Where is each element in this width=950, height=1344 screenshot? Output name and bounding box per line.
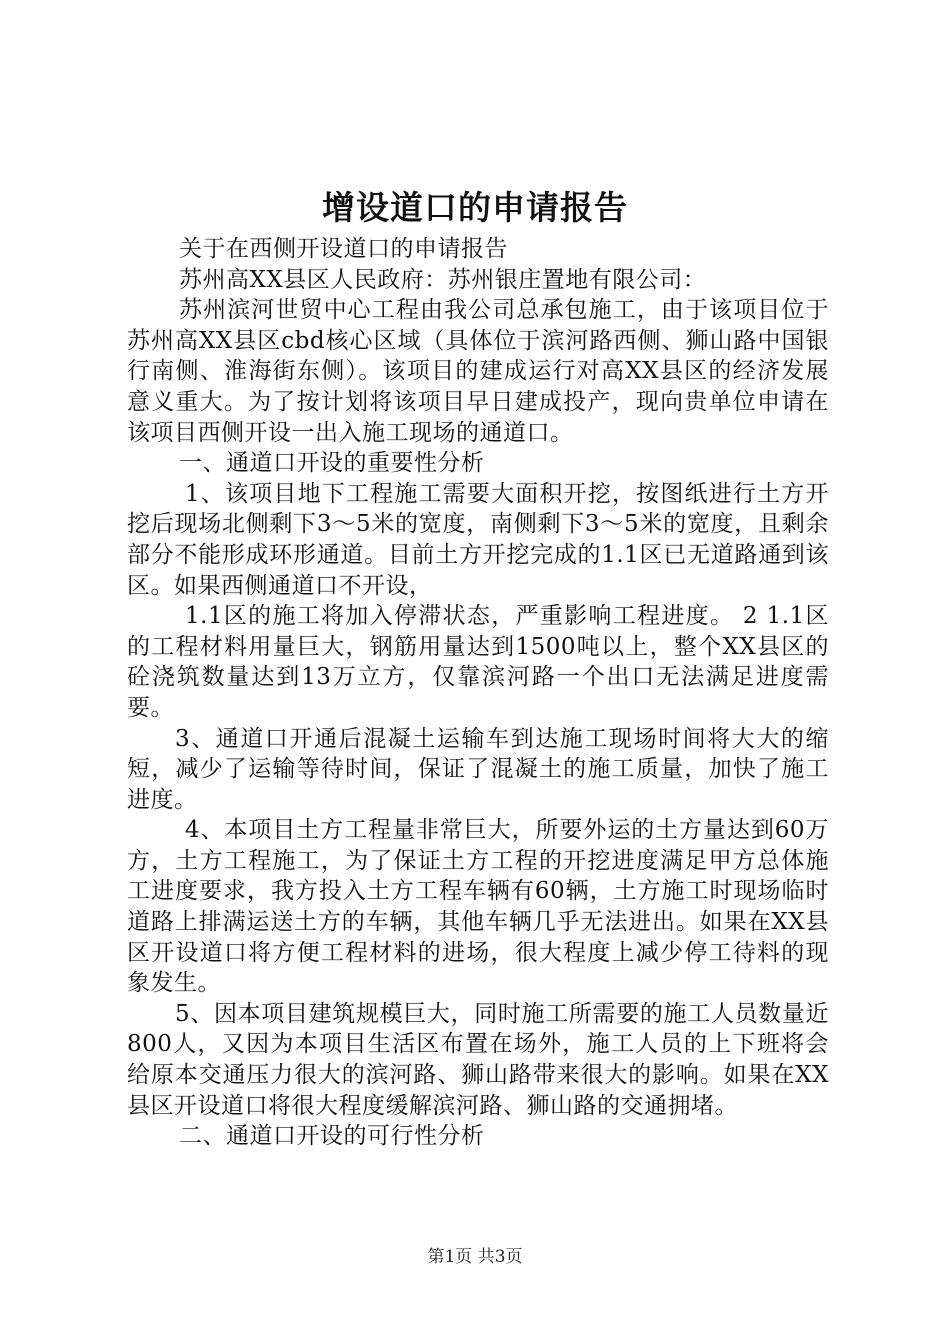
point-2-paragraph: 1.1区的施工将加入停滞状态，严重影响工程进度。 2 1.1区的工程材料用量巨大，钢筋用量达到1500吨以上，整个XX县区的砼浇筑数量达到13万立方，仅靠滨河路一个出口无法满足进度需要。 [127, 603, 829, 721]
point-5-paragraph: 5、因本项目建筑规模巨大，同时施工所需要的施工人员数量近800人，又因为本项目生活区布置在场外，施工人员的上下班将会给原本交通压力很大的滨河路、狮山路带来很大的影响。如果在XX县区开设道口将很大程度缓解滨河路、狮山路的交通拥堵。 [127, 1000, 829, 1119]
point-3-paragraph: 3、通道口开通后混凝土运输车到达施工现场时间将大大的缩短，减少了运输等待时间，保证了混凝土的施工质量，加快了施工进度。 [127, 725, 829, 813]
point-4-paragraph: 4、本项目土方工程量非常巨大，所要外运的土方量达到60万方，土方工程施工，为了保证土方工程的开挖进度满足甲方总体施工进度要求，我方投入土方工程车辆有60辆，土方施工时现场临时道路上排满运送土方的车辆，其他车辆几乎无法进出。如果在XX县区开设道口将方便工程材料的进场，很大程度上减少停工待料的现象发生。 [127, 817, 829, 997]
document-title: 增设道口的申请报告 [322, 188, 628, 227]
subject-line: 关于在西侧开设道口的申请报告 [179, 236, 508, 262]
point-1-paragraph: 1、该项目地下工程施工需要大面积开挖，按图纸进行土方开挖后现场北侧剩下3～5米的宽度，南侧剩下3～5米的宽度，且剩余部分不能形成环形通道。目前土方开挖完成的1.1区已无道路通到该区。如果西侧通道口不开设， [127, 480, 829, 599]
intro-paragraph: 苏州滨河世贸中心工程由我公司总承包施工，由于该项目位于苏州高XX县区cbd核心区域（具体位于滨河路西侧、狮山路中国银行南侧、淮海街东侧）。该项目的建成运行对高XX县区的经济发展意义重大。为了按计划将该项目早日建成投产，现向贵单位申请在该项目西侧开设一出入施工现场的通道口。 [127, 297, 829, 446]
addressee-line: 苏州高XX县区人民政府：苏州银庄置地有限公司： [179, 266, 707, 293]
section-heading-feasibility: 二、通道口开设的可行性分析 [179, 1123, 485, 1150]
section-heading-importance: 一、通道口开设的重要性分析 [179, 450, 485, 477]
document-body [127, 234, 829, 1152]
page-number-footer: 第1页 共3页 [427, 1247, 523, 1267]
